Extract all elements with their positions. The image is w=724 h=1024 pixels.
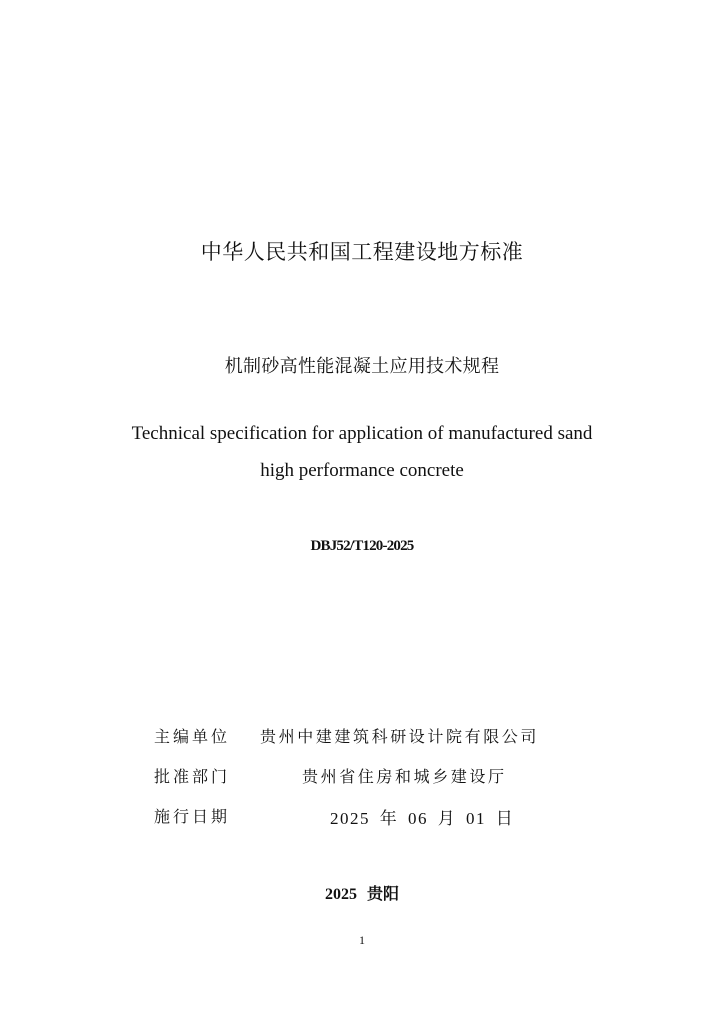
info-value: 2025 年 06 月 01 日: [330, 809, 515, 828]
document-title-cn: 机制砂高性能混凝土应用技术规程: [224, 356, 500, 377]
info-value: 贵州省住房和城乡建设厅: [302, 767, 507, 786]
page-number: 1: [359, 933, 365, 947]
publication-city: 贵阳: [366, 884, 399, 903]
info-label: 主编单位: [154, 727, 231, 746]
standard-code: DBJ52/T120-2025: [310, 538, 414, 554]
publication-place-year: [0, 881, 724, 904]
document-title-en-line-1: Technical specification for application of manufactured sand: [131, 423, 593, 444]
info-value: 贵州中建建筑科研设计院有限公司: [260, 727, 540, 746]
document-title-en-line-2: high performance concrete: [260, 460, 464, 481]
publication-year: 2025: [324, 886, 357, 903]
info-label: 施行日期: [154, 807, 231, 826]
standard-series-title: 中华人民共和国工程建设地方标准: [200, 240, 524, 264]
info-label: 批准部门: [154, 767, 231, 786]
